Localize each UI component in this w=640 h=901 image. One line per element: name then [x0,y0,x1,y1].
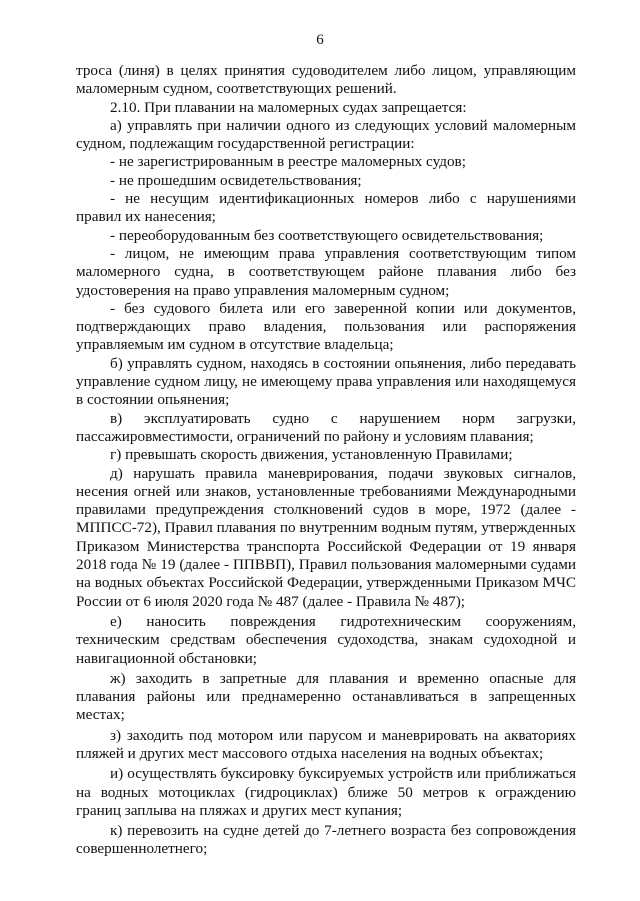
list-item-no-license: - лицом, не имеющим права управления соответствующим типом маломерного судна, в соответствующем районе плавания либо без удостоверения на право управления маломерным судном; [76,244,576,299]
paragraph-item-v: в) эксплуатировать судно с нарушением норм загрузки, пассажировместимости, ограничений по району и условиям плавания; [76,409,576,445]
page-number: 6 [316,32,324,48]
paragraph-section-2-10: 2.10. При плавании на маломерных судах запрещается: [110,98,467,116]
list-item-not-inspected: - не прошедшим освидетельствования; [110,171,362,189]
paragraph-item-d: д) нарушать правила маневрирования, подачи звуковых сигналов, несения огней или знаков, установленные требованиями Международными правилами предупреждения столкновений судов в море, 1972 (далее - МППСС-72), Правил плавания по внутренним водным путям, утвержденных Приказом Министерства транспорта Российской Федерации от 19 января 2018 года № 19 (далее - ППВВП), Правил пользования маломерными судами на водных объектах Российской Федерации, утвержденными Приказом МЧС России от 6 июля 2020 года № 487 (далее - Правила № 487); [76,464,576,610]
list-item-not-registered: - не зарегистрированным в реестре маломерных судов; [110,153,466,171]
paragraph-rope-continuation: троса (линя) в целях принятия судоводителем либо лицом, управляющим маломерным судном, соответствующих решений. [76,62,576,98]
paragraph-item-k: к) перевозить на судне детей до 7-летнего возраста без сопровождения совершеннолетнего; [76,822,576,858]
list-item-no-id-numbers: - не несущим идентификационных номеров либо с нарушениями правил их нанесения; [76,190,576,226]
document-body [76,62,576,859]
list-item-re-equipped: - переоборудованным без соответствующего освидетельствования; [110,226,544,244]
list-item-no-ship-ticket: - без судового билета или его заверенной копии или документов, подтверждающих право владения, пользования или распоряжения управляемым им судном в отсутствие владельца; [76,299,576,354]
paragraph-item-b: б) управлять судном, находясь в состоянии опьянения, либо передавать управление судном лицу, не имеющему права управления или находящемуся в состоянии опьянения; [76,354,576,409]
paragraph-item-e: е) наносить повреждения гидротехническим сооружениям, техническим средствам обеспечения судоходства, знакам судоходной и навигационной обстановки; [76,612,576,667]
paragraph-item-i: и) осуществлять буксировку буксируемых устройств или приближаться на водных мотоциклах (гидроциклах) ближе 50 метров к ограждению границ заплыва на пляжах и других мест купания; [76,765,576,819]
paragraph-item-a: а) управлять при наличии одного из следующих условий маломерным судном, подлежащим государственной регистрации: [76,116,576,153]
paragraph-item-g: г) превышать скорость движения, установленную Правилами; [110,446,513,464]
paragraph-item-z: з) заходить под мотором или парусом и маневрировать на акваториях пляжей и других мест массового отдыха населения на водных объектах; [76,726,576,762]
paragraph-item-zh: ж) заходить в запретные для плавания и временно опасные для плавания районы или преднамеренно останавливаться в запрещенных местах; [76,669,576,724]
